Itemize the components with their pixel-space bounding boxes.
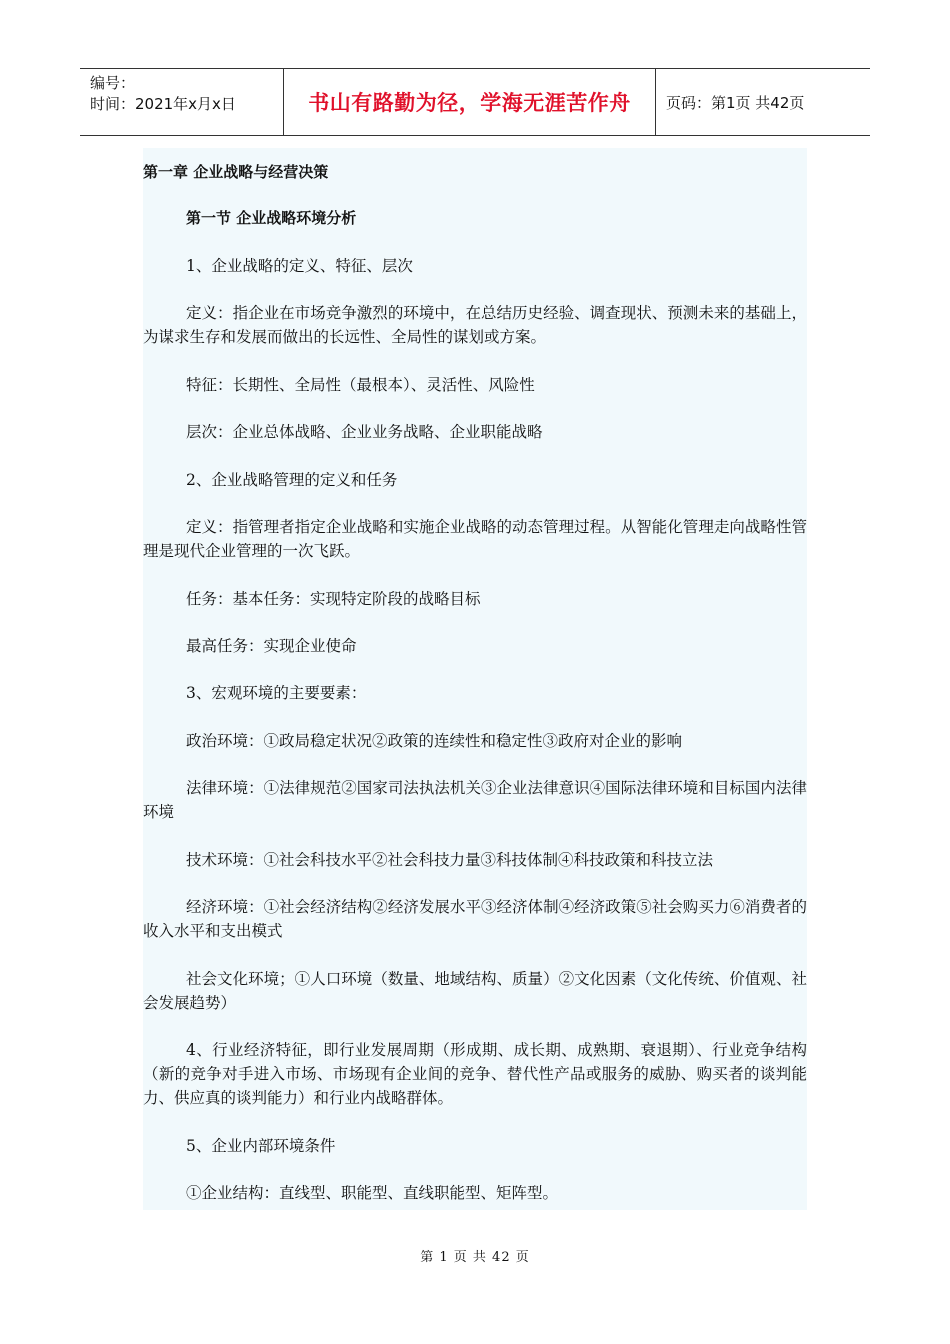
serial-label: 编号：	[90, 74, 136, 92]
page-header	[80, 68, 870, 136]
date-label: 时间：2021年x月x日	[90, 95, 236, 113]
paragraph: 5、企业内部环境条件	[186, 1137, 336, 1155]
paragraph: 2、企业战略管理的定义和任务	[186, 471, 398, 489]
page-footer: 第 1 页 共 42 页	[420, 1250, 530, 1265]
header-motto: 书山有路勤为径，学海无涯苦作舟	[283, 69, 656, 135]
paragraph: 最高任务：实现企业使命	[186, 637, 357, 655]
paragraph: 政治环境：①政局稳定状况②政策的连续性和稳定性③政府对企业的影响	[186, 732, 683, 750]
paragraph: 任务：基本任务：实现特定阶段的战略目标	[186, 590, 481, 608]
paragraph: 定义：指企业在市场竞争激烈的环境中，在总结历史经验、调查现状、预测未来的基础上，为谋求生存和发展而做出的长远性、全局性的谋划或方案。	[143, 304, 807, 346]
paragraph: 经济环境：①社会经济结构②经济发展水平③经济体制④经济政策⑤社会购买力⑥消费者的收入水平和支出模式	[143, 898, 807, 940]
paragraph: 1、企业战略的定义、特征、层次	[186, 257, 413, 275]
chapter-title: 第一章 企业战略与经营决策	[143, 163, 329, 181]
paragraph: 定义：指管理者指定企业战略和实施企业战略的动态管理过程。从智能化管理走向战略性管理是现代企业管理的一次飞跃。	[143, 518, 807, 560]
paragraph: 法律环境：①法律规范②国家司法执法机关③企业法律意识④国际法律环境和目标国内法律环境	[143, 779, 807, 821]
paragraph: 4、行业经济特征，即行业发展周期（形成期、成长期、成熟期、衰退期）、行业竞争结构（新的竞争对手进入市场、市场现有企业间的竞争、替代性产品或服务的威胁、购买者的谈判能力、供应真的谈判能力）和行业内战略群体。	[143, 1041, 807, 1107]
paragraph: 层次：企业总体战略、企业业务战略、企业职能战略	[186, 423, 543, 441]
header-meta	[80, 69, 283, 135]
section-title: 第一节 企业战略环境分析	[186, 209, 357, 227]
header-page-info: 页码：第1页 共42页	[666, 93, 805, 112]
paragraph: 技术环境：①社会科技水平②社会科技力量③科技体制④科技政策和科技立法	[186, 851, 714, 869]
paragraph: 特征：长期性、全局性（最根本）、灵活性、风险性	[186, 376, 535, 394]
document-body	[143, 148, 807, 1210]
paragraph: ①企业结构：直线型、职能型、直线职能型、矩阵型。	[186, 1184, 559, 1202]
paragraph: 社会文化环境；①人口环境（数量、地域结构、质量）②文化因素（文化传统、价值观、社会发展趋势）	[143, 970, 807, 1012]
paragraph: 3、宏观环境的主要要素：	[186, 684, 367, 702]
